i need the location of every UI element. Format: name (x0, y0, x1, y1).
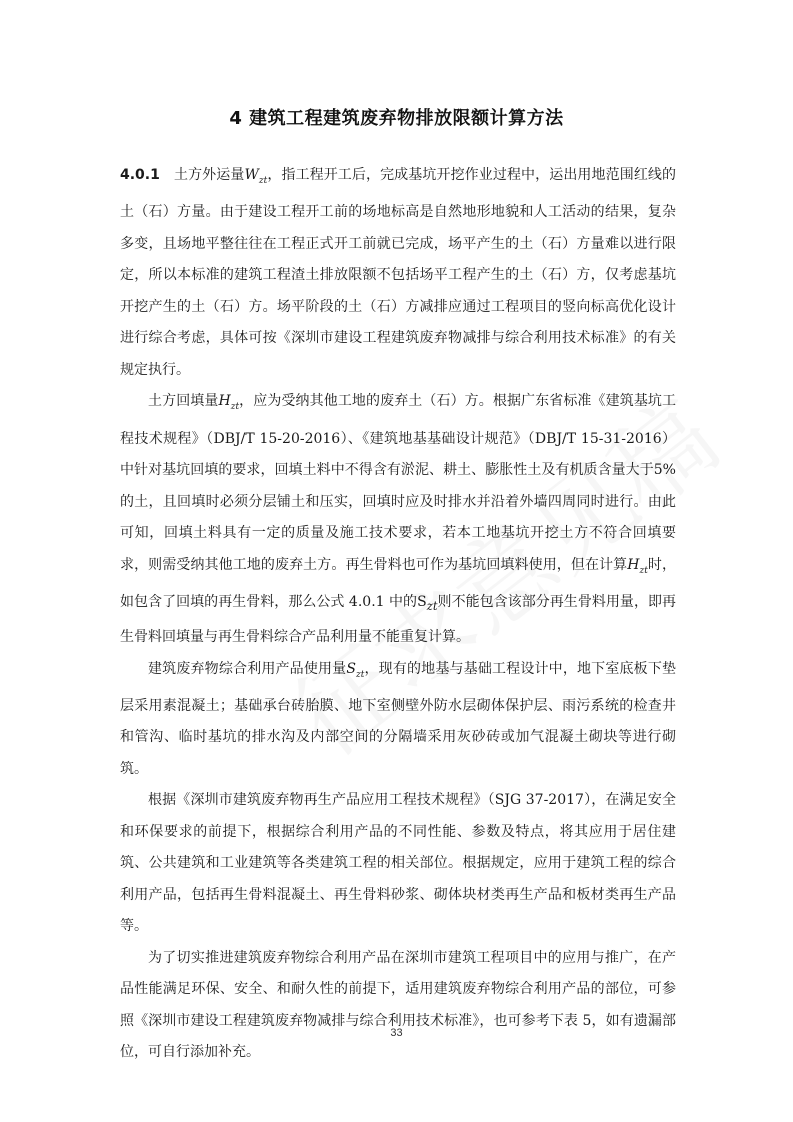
paragraph-backfill (120, 386, 676, 653)
text-run: ，指工程开工后，完成基坑开挖作业过程中，运出用地范围红线的土（石）方量。由于建设工程开工前的场地标高是自然地形地貌和人工活动的结果，复杂多变，且场地平整往往在工程正式开工前就已完成，场平产生的土（石）方量难以进行限定，所以本标准的建筑工程渣土排放限额不包括场平工程产生的土（石）方，仅考虑基坑开挖产生的土（石）方。场平阶段的土（石）方减排应通过工程项目的竖向标高优化设计进行综合考虑，具体可按《深圳市建设工程建筑废弃物减排与综合利用技术标准》的有关规定执行。 (120, 167, 677, 378)
math-symbol: $W_{zt}$ (244, 167, 268, 186)
paragraph-recycled-products (120, 654, 676, 786)
text-run: 土方回填量 (148, 393, 219, 410)
math-symbol: $S_{zt}$ (417, 593, 438, 613)
text-run: 土方外运量 (173, 167, 245, 183)
page-number: 33 (390, 1027, 403, 1039)
paragraph-promotion: 为了切实推进建筑废弃物综合利用产品在深圳市建筑工程项目中的应用与推广，在产品性能满足环保、安全、和耐久性的前提下，适用建筑废弃物综合利用产品的部位，可参照《深圳市建设工程建筑废弃物减排与综合利用技术标准》，也可参考下表 5，如有遗漏部位，可自行添加补充。 (120, 949, 676, 1061)
text-run: ，现有的地基与基础工程设计中，地下室底板下垫层采用素混凝土；基础承台砖胎膜、地下室侧壁外防水层砌体保护层、雨污系统的检查井和管沟、临时基坑的排水沟及内部空间的分隔墙采用灰砂砖或加气混凝土砌块等进行砌筑。 (120, 660, 677, 777)
text-run: 建筑废弃物综合利用产品使用量 (148, 660, 347, 677)
text-run: 时，如包含了回填的再生骨料，那么公式 4.0.1 中的 (120, 556, 677, 610)
text-run: ，应为受纳其他工地的废弃土（石）方。根据广东省标准《建筑基坑工程技术规程》（DBJ/T 15-20-2016）、《建筑地基基础设计规范》（DBJ/T 15-31-2016）中针对基坑回填的要求，回填土料中不得含有淤泥、耕土、膨胀性土及有机质含量大于5%的土，且回填时必须分层铺土和压实，回填时应及时排水并沿着外墙四周同时进行。由此可知，回填土料具有一定的质量及施工技术要求，若本工地基坑开挖土方不符合回填要求，则需受纳其他工地的废弃土方。再生骨料也可作为基坑回填料使用，但在计算 (120, 393, 677, 573)
math-symbol: $S_{zt}$ (346, 660, 365, 680)
math-symbol: $H_{zt}$ (627, 556, 648, 576)
clause-paragraph-4-0-1 (120, 160, 676, 386)
clause-number: 4.0.1 (120, 167, 160, 183)
math-symbol: $H_{zt}$ (218, 393, 240, 413)
body-text (120, 160, 676, 1069)
text-run: 则不能包含该部分再生骨料用量，即再生骨料回填量与再生骨料综合产品利用量不能重复计算。 (120, 593, 676, 646)
section-heading: 4 建筑工程建筑废弃物排放限额计算方法 (229, 108, 564, 129)
paragraph-sjg-standard: 根据《深圳市建筑废弃物再生产品应用工程技术规程》（SJG 37-2017），在满足安全和环保要求的前提下，根据综合利用产品的不同性能、参数及特点，将其应用于居住建筑、公共建筑和工业建筑等各类建筑工程的相关部位。根据规定，应用于建筑工程的综合利用产品，包括再生骨料混凝土、再生骨料砂浆、砌体块材类再生产品和板材类再生产品等。 (120, 792, 676, 935)
